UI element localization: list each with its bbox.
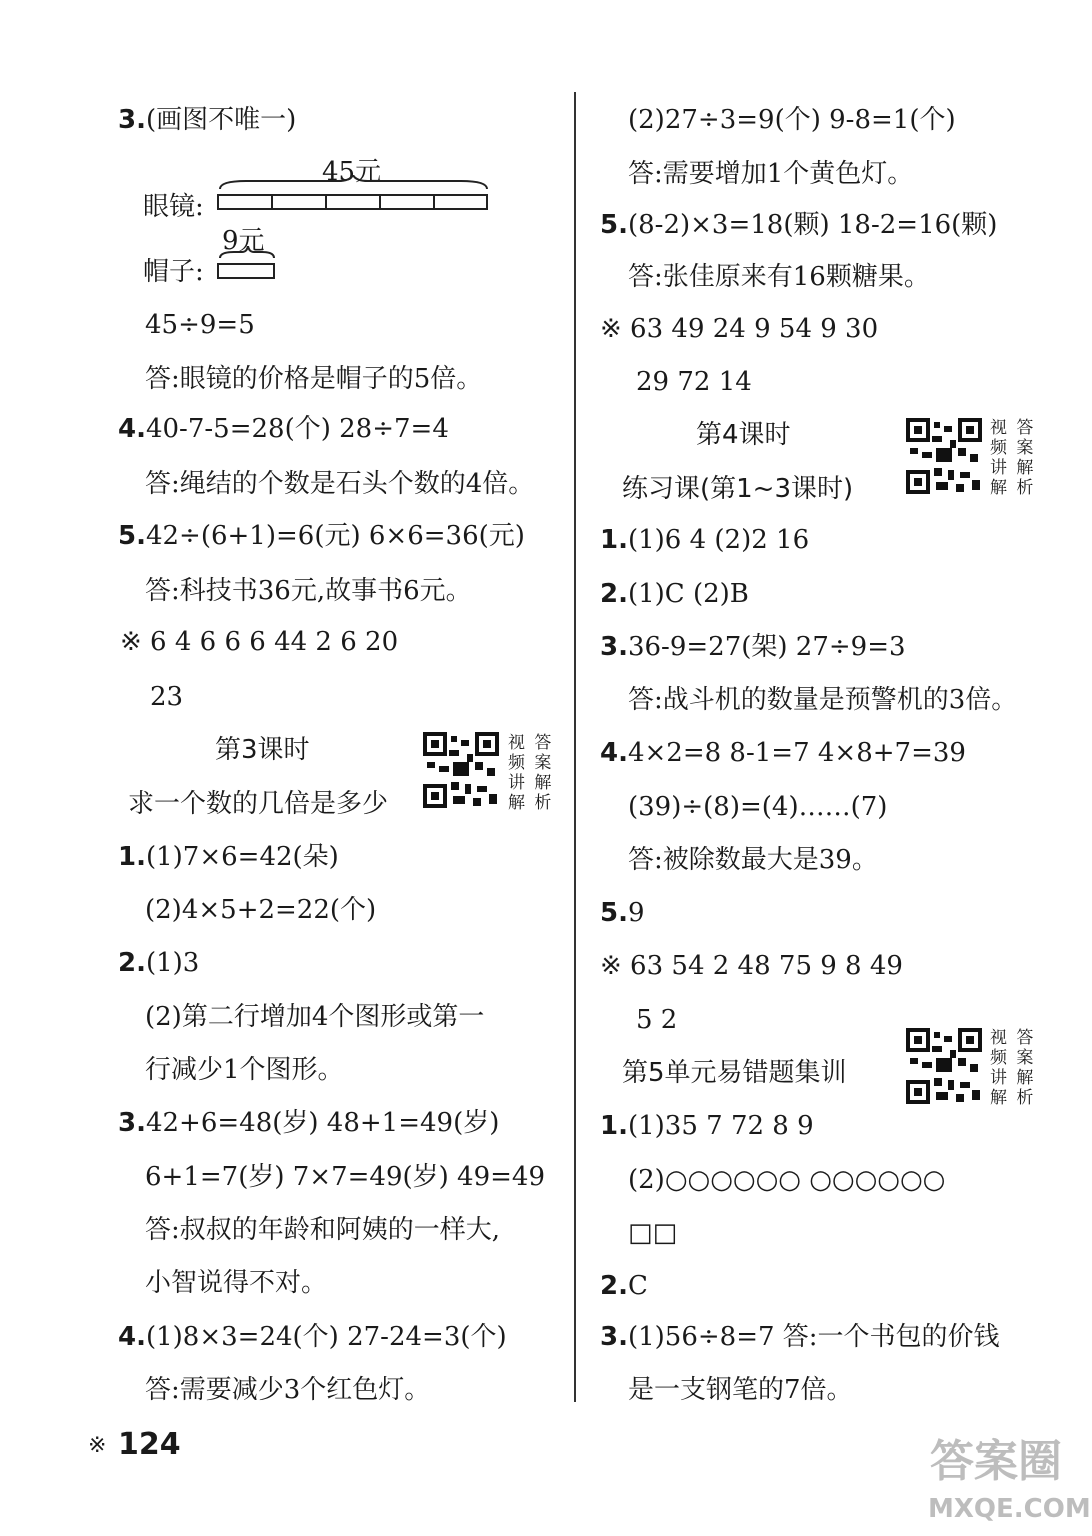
page-number: 124 — [118, 1427, 181, 1462]
lesson3-q2-part2: (2)第二行增加4个图形或第一 — [145, 1002, 485, 1032]
lesson3-question-4: 4.(1)8×3=24(个) 27-24=3(个) — [118, 1322, 507, 1352]
lesson4-q4-division: (39)÷(8)=(4)……(7) — [628, 792, 888, 822]
carryover-q4-answer: 答:需要增加1个黄色灯。 — [628, 159, 914, 189]
q3-answer: 答:眼镜的价格是帽子的5倍。 — [145, 364, 483, 394]
question-5: 5.42÷(6+1)=6(元) 6×6=36(元) — [118, 521, 525, 551]
qr-caption-3: 讲 解 — [990, 1068, 1036, 1088]
lesson4-subtitle: 练习课(第1~3课时) — [622, 474, 854, 504]
qr-caption-1: 视 答 — [508, 733, 554, 753]
qr-caption-1: 视 答 — [990, 1028, 1036, 1048]
page-mark-icon: ※ — [88, 1433, 107, 1458]
bonus-answers-line2: 29 72 14 — [636, 367, 752, 397]
lesson4-question-3: 3.36-9=27(架) 27÷9=3 — [600, 632, 906, 662]
lesson3-question-2: 2.(1)3 — [118, 948, 200, 978]
lesson3-q2-part2-cont: 行减少1个图形。 — [145, 1055, 344, 1085]
glasses-total-label: 45元 — [322, 157, 382, 187]
lesson3-subtitle: 求一个数的几倍是多少 — [128, 789, 389, 819]
hat-value-label: 9元 — [222, 226, 265, 256]
unit5-q1-shapes: (2)○○○○○○ ○○○○○○ — [628, 1165, 946, 1195]
lesson3-q4-answer: 答:需要减少3个红色灯。 — [145, 1375, 431, 1405]
unit5-q1-squares: □□ — [628, 1218, 678, 1248]
q4-answer: 答:绳结的个数是石头个数的4倍。 — [145, 469, 535, 499]
lesson3-title: 第3课时 — [215, 735, 310, 765]
bonus2-answers-line2: 5 2 — [636, 1005, 678, 1035]
q5-answer: 答:张佳原来有16颗糖果。 — [628, 262, 930, 292]
lesson4-question-5: 5.9 — [600, 898, 645, 928]
hat-bar-diagram — [216, 246, 280, 282]
lesson3-q3-answer-cont: 小智说得不对。 — [145, 1268, 328, 1298]
q3-calculation: 45÷9=5 — [145, 310, 255, 340]
lesson3-question-3: 3.42+6=48(岁) 48+1=49(岁) — [118, 1108, 500, 1138]
qr-caption-3: 讲 解 — [508, 773, 554, 793]
glasses-bar-diagram — [216, 175, 491, 215]
qr-caption-4: 解 析 — [990, 1088, 1036, 1108]
lesson3-q3-line2: 6+1=7(岁) 7×7=49(岁) 49=49 — [145, 1162, 545, 1192]
bonus-answers-line2: 23 — [150, 682, 184, 712]
qr-code-icon[interactable] — [423, 732, 499, 808]
watermark-logo: 答案圈 — [930, 1436, 1062, 1487]
hat-label: 帽子: — [143, 257, 204, 287]
qr-caption-2: 频 案 — [508, 753, 554, 773]
lesson4-title: 第4课时 — [696, 420, 791, 450]
qr-caption-2: 频 案 — [990, 438, 1036, 458]
carryover-q4-part2: (2)27÷3=9(个) 9-8=1(个) — [628, 105, 956, 135]
qr-code-icon[interactable] — [906, 418, 982, 494]
bonus-answers-line1: ※ 6 4 6 6 6 44 2 6 20 — [120, 627, 399, 657]
lesson3-question-1: 1.(1)7×6=42(朵) — [118, 842, 339, 872]
lesson4-question-2: 2.(1)C (2)B — [600, 579, 749, 609]
lesson3-q1-part2: (2)4×5+2=22(个) — [145, 895, 377, 925]
unit5-question-3: 3.(1)56÷8=7 答:一个书包的价钱 — [600, 1322, 1000, 1352]
qr-caption-2: 频 案 — [990, 1048, 1036, 1068]
question-3: 3.(画图不唯一) — [118, 105, 297, 135]
bonus-answers-line1: ※ 63 49 24 9 54 9 30 — [600, 314, 879, 344]
bonus2-answers-line1: ※ 63 54 2 48 75 9 8 49 — [600, 951, 903, 981]
qr-caption-4: 解 析 — [508, 793, 554, 813]
right-column — [578, 0, 1092, 1536]
lesson4-q3-answer: 答:战斗机的数量是预警机的3倍。 — [628, 685, 1018, 715]
lesson4-q4-answer: 答:被除数最大是39。 — [628, 845, 878, 875]
watermark-url: MXQE.COM — [928, 1494, 1091, 1524]
lesson4-question-1: 1.(1)6 4 (2)2 16 — [600, 525, 810, 555]
question-4: 4.40-7-5=28(个) 28÷7=4 — [118, 414, 449, 444]
unit5-q3-answer-cont: 是一支钢笔的7倍。 — [628, 1375, 853, 1405]
q5-answer: 答:科技书36元,故事书6元。 — [145, 576, 472, 606]
glasses-label: 眼镜: — [143, 192, 204, 222]
question-5: 5.(8-2)×3=18(颗) 18-2=16(颗) — [600, 210, 998, 240]
lesson4-question-4: 4.4×2=8 8-1=7 4×8+7=39 — [600, 738, 966, 768]
qr-caption-4: 解 析 — [990, 478, 1036, 498]
unit5-question-2: 2.C — [600, 1271, 648, 1301]
lesson3-q3-answer: 答:叔叔的年龄和阿姨的一样大, — [145, 1215, 501, 1245]
qr-caption-3: 讲 解 — [990, 458, 1036, 478]
unit5-title: 第5单元易错题集训 — [622, 1058, 847, 1088]
qr-code-icon[interactable] — [906, 1028, 982, 1104]
unit5-question-1: 1.(1)35 7 72 8 9 — [600, 1111, 814, 1141]
qr-caption-1: 视 答 — [990, 418, 1036, 438]
